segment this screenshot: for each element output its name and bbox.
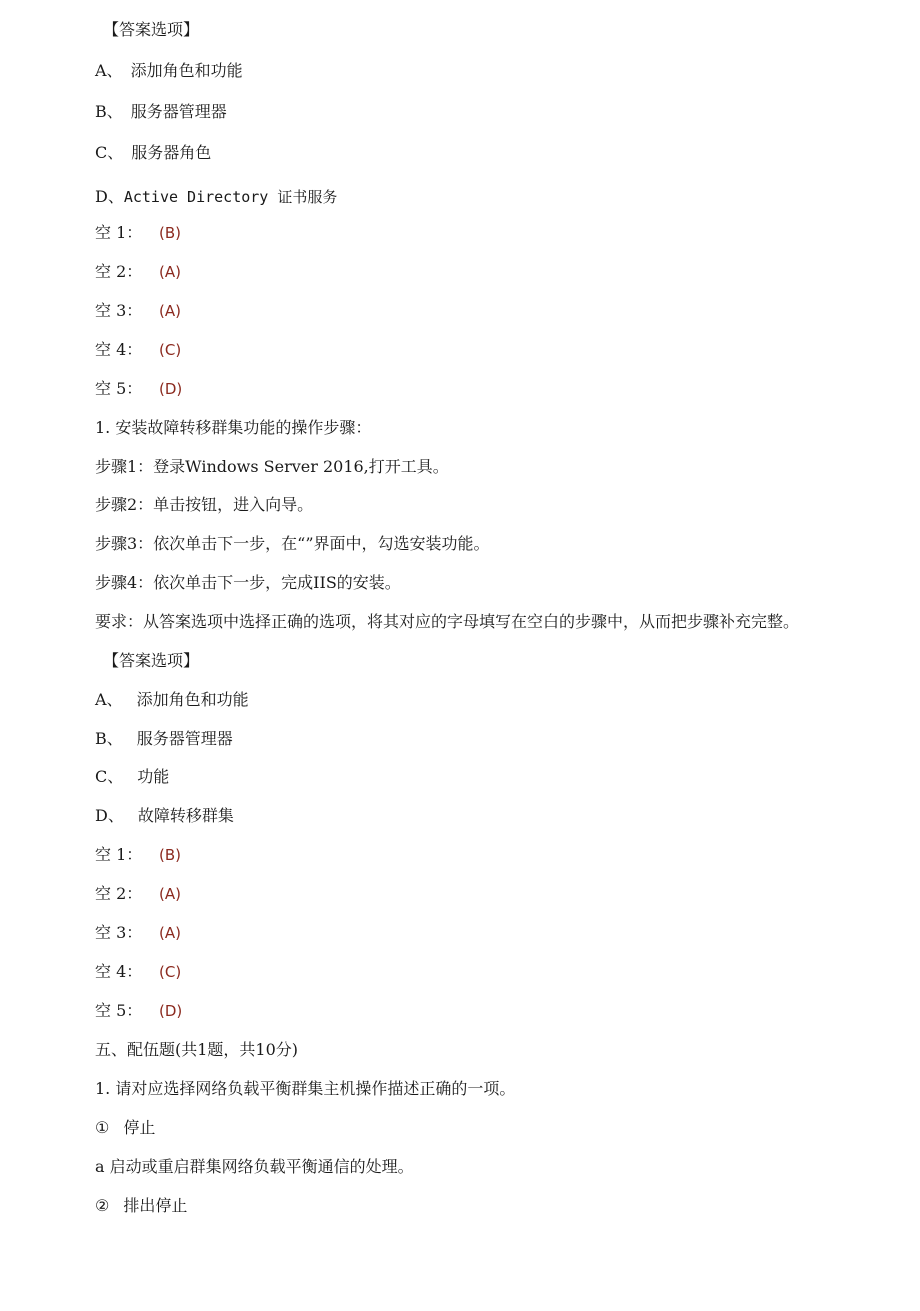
option-b <box>95 102 227 122</box>
step-1: 步骤1：登录Windows Server 2016,打开工具。 <box>95 457 449 476</box>
option-text: 服务器管理器 <box>136 729 233 748</box>
answer-options-title: 【答案选项】 <box>103 20 200 39</box>
blank-1 <box>95 845 181 865</box>
option-letter: C、 <box>95 143 124 162</box>
option-letter: D、 <box>95 187 124 206</box>
blank-answer: (C) <box>159 963 182 981</box>
blank-answer: (D) <box>159 1002 183 1020</box>
option-text: 服务器管理器 <box>130 102 227 121</box>
option-c <box>95 767 169 787</box>
blank-answer: (C) <box>159 341 182 359</box>
item-text: 排出停止 <box>123 1196 188 1215</box>
blank-answer: (A) <box>159 263 181 281</box>
option-letter: B、 <box>95 102 123 121</box>
option-d <box>95 187 337 207</box>
item-marker: ① <box>95 1118 110 1137</box>
item-text: 停止 <box>123 1118 156 1137</box>
blank-2 <box>95 884 181 904</box>
matching-desc-a: a 启动或重启群集网络负载平衡通信的处理。 <box>95 1157 414 1176</box>
option-text: 添加角色和功能 <box>136 690 249 709</box>
option-letter: B、 <box>95 729 123 748</box>
blank-2 <box>95 262 181 282</box>
blank-label: 空 3： <box>95 301 143 320</box>
blank-1 <box>95 223 181 243</box>
option-text: 服务器角色 <box>131 143 212 162</box>
blank-answer: (B) <box>159 224 181 242</box>
blank-3 <box>95 301 181 321</box>
blank-label: 空 3： <box>95 923 143 942</box>
option-letter: D、 <box>95 806 124 825</box>
step-2: 步骤2：单击按钮，进入向导。 <box>95 495 314 514</box>
option-d <box>95 806 234 826</box>
step-4: 步骤4：依次单击下一步，完成IIS的安装。 <box>95 573 401 592</box>
matching-question: 1. 请对应选择网络负载平衡群集主机操作描述正确的一项。 <box>95 1079 516 1098</box>
option-letter: C、 <box>95 767 124 786</box>
answer-options-title: 【答案选项】 <box>103 651 200 670</box>
blank-answer: (A) <box>159 302 181 320</box>
step-3: 步骤3：依次单击下一步，在“”界面中，勾选安装功能。 <box>95 534 490 553</box>
blank-5 <box>95 379 182 399</box>
blank-answer: (D) <box>159 380 183 398</box>
option-a <box>95 61 243 81</box>
section-heading: 五、配伍题(共1题，共10分) <box>95 1040 299 1059</box>
option-a <box>95 690 249 710</box>
blank-label: 空 5： <box>95 379 143 398</box>
blank-3 <box>95 923 181 943</box>
option-text: 故障转移群集 <box>137 806 234 825</box>
blank-label: 空 2： <box>95 262 143 281</box>
blank-label: 空 2： <box>95 884 143 903</box>
blank-label: 空 4： <box>95 962 143 981</box>
option-b <box>95 729 233 749</box>
blank-label: 空 1： <box>95 845 143 864</box>
blank-5 <box>95 1001 182 1021</box>
blank-answer: (B) <box>159 846 181 864</box>
blank-4 <box>95 962 181 982</box>
blank-label: 空 4： <box>95 340 143 359</box>
blank-label: 空 1： <box>95 223 143 242</box>
matching-item-2 <box>95 1196 187 1216</box>
option-text: 添加角色和功能 <box>130 61 243 80</box>
blank-label: 空 5： <box>95 1001 143 1020</box>
question-heading: 1. 安装故障转移群集功能的操作步骤： <box>95 418 372 437</box>
blank-answer: (A) <box>159 885 181 903</box>
option-c <box>95 143 211 163</box>
option-letter: A、 <box>95 690 123 709</box>
blank-answer: (A) <box>159 924 181 942</box>
item-marker: ② <box>95 1196 110 1215</box>
requirement-text: 要求：从答案选项中选择正确的选项，将其对应的字母填写在空白的步骤中，从而把步骤补充完整。 <box>95 612 800 631</box>
option-text: Active Directory 证书服务 <box>123 188 338 206</box>
option-letter: A、 <box>95 61 123 80</box>
option-text: 功能 <box>137 767 170 786</box>
matching-item-1 <box>95 1118 155 1138</box>
blank-4 <box>95 340 181 360</box>
